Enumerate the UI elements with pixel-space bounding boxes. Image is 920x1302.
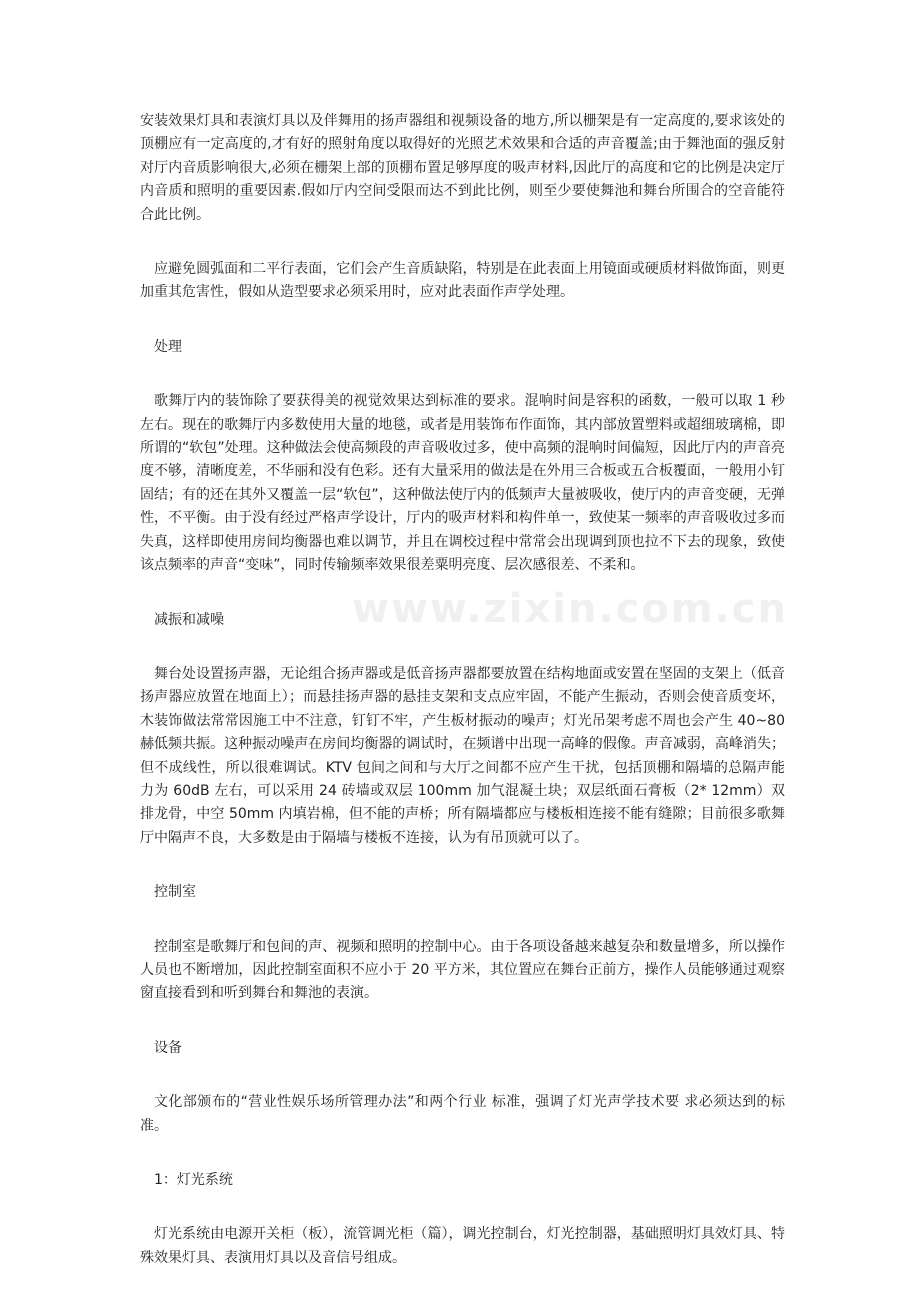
paragraph-treatment: 歌舞厅内的装饰除了要获得美的视觉效果达到标准的要求。混响时间是容积的函数，一般可以取 1 秒左右。现在的歌舞厅内多数使用大量的地毯，或者是用装饰布作面饰，其内部放置塑料或超细玻璃棉，即所谓的“软包”处理。这种做法会使高频段的声音吸收过多，使中高频的混响时间偏短，因此厅内的声音亮度不够，清晰度差，不华丽和没有色彩。还有大量采用的做法是在外用三合板或五合板覆面，一般用小钉固结；有的还在其外又覆盖一层“软包”，这种做法使厅内的低频声大量被吸收，使厅内的声音变硬，无弹性，不平衡。由于没有经过严格声学设计，厅内的吸声材料和构件单一，致使某一频率的声音吸收过多而失真，这样即使用房间均衡器也难以调节，并且在调校过程中常常会出现调到顶也拉不下去的现象，致使该点频率的声音“变味”，同时传输频率效果很差粟明亮度、层次感很差、不柔和。: [140, 393, 785, 574]
heading-lighting-system: 1：灯光系统: [154, 1172, 233, 1188]
heading-vibration-noise: 减振和减噪: [154, 611, 224, 628]
paragraph-lighting-system: 灯光系统由电源开关柜（板），流管调光柜（篇），调光控制台，灯光控制器，基础照明灯具效灯具、特殊效果灯具、表演用灯具以及音信号组成。: [140, 1226, 785, 1266]
heading-equipment: 设备: [154, 1039, 182, 1056]
paragraph-avoid-curved-surfaces: 应避免圆弧面和二平行表面，它们会产生音质缺陷，特别是在此表面上用镜面或硬质材料做饰面，则更加重其危害性，假如从造型要求必须采用时，应对此表面作声学处理。: [140, 261, 785, 301]
watermark: www.zixin.com.cn: [352, 586, 788, 632]
heading-treatment: 处理: [154, 338, 182, 355]
paragraph-ceiling-height: 安装效果灯具和表演灯具以及伴舞用的扬声器组和视频设备的地方,所以栅架是有一定高度的,要求该处的顶棚应有一定高度的,才有好的照射角度以取得好的光照艺术效果和合适的声音覆盖;由于舞池面的强反射对厅内音质影响很大,必须在栅架上部的顶棚布置足够厚度的吸声材料,因此厅的高度和它的比例是决定厅内音质和照明的重要因素.假如厅内空间受限而达不到此比例，则至少要使舞池和舞台所围合的空音能符合此比例。: [140, 113, 785, 223]
document-body: [140, 110, 785, 1270]
paragraph-vibration-noise: 舞台处设置扬声器，无论组合扬声器或是低音扬声器都要放置在结构地面或安置在坚固的支架上（低音扬声器应放置在地面上）；而悬挂扬声器的悬挂支架和支点应牢固，不能产生振动，否则会使音质变坏，木装饰做法常常因施工中不注意，钉钉不牢，产生板材振动的噪声；灯光吊架考虑不周也会产生 40~80 赫低频共振。这种振动噪声在房间均衡器的调试时，在频谱中出现一高峰的假像。声音减弱，高峰消失；但不成线性，所以很难调试。KTV 包间之间和与大厅之间都不应产生干扰，包括顶棚和隔墙的总隔声能力为 60dB 左右，可以采用 24 砖墙或双层 100mm 加气混凝土块；双层纸面石膏板（2* 12mm）双排龙骨，中空 50mm 内填岩棉，但不能的声桥；所有隔墙都应与楼板相连接不能有缝隙；目前很多歌舞厅中隔声不良，大多数是由于隔墙与楼板不连接，认为有吊顶就可以了。: [140, 665, 785, 846]
heading-control-room: 控制室: [154, 884, 196, 901]
paragraph-control-room: 控制室是歌舞厅和包间的声、视频和照明的控制中心。由于各项设备越来越复杂和数量增多，所以操作人员也不断增加，因此控制室面积不应小于 20 平方米，其位置应在舞台正前方，操作人员能够通过观察窗直接看到和听到舞台和舞池的表演。: [140, 938, 785, 1002]
paragraph-equipment: 文化部颁布的“营业性娱乐场所管理办法”和两个行业 标准，强调了灯光声学技术要 求必须达到的标准。: [140, 1094, 785, 1134]
